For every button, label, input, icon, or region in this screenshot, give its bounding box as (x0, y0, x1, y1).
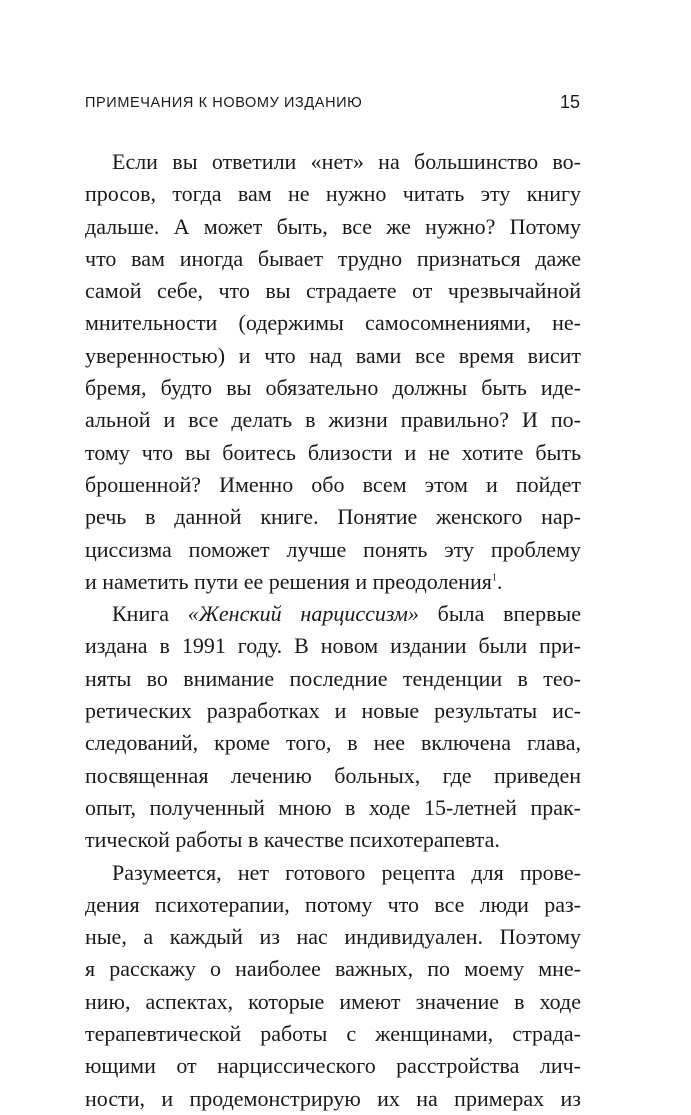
text-line: альной и все делать в жизни правильно? И по- (85, 407, 581, 433)
page-number: 15 (559, 92, 580, 112)
text-line: ности, и продемонстрирую их на примерах из (85, 1085, 581, 1111)
footnote-reference[interactable]: 1 (491, 572, 497, 584)
text-line: речь в данной книге. Понятие женского нар- (85, 504, 581, 530)
text-line: посвященная лечению больных, где приведен (85, 762, 581, 788)
text-line: нию, аспектах, которые имеют значение в ходе (85, 988, 581, 1014)
text-line: дальше. А может быть, все же нужно? Потому (85, 213, 581, 239)
text-line: следований, кроме того, в нее включена глава, (85, 730, 581, 756)
text-line (85, 598, 581, 630)
text-line: брошенной? Именно обо всем этом и пойдет (85, 471, 581, 497)
text-line: издана в 1991 году. В новом издании были при- (85, 633, 581, 659)
text-line (85, 566, 581, 598)
book-title: «Женский нарциссизм» (187, 601, 419, 627)
text-line: самой себе, что вы страдаете от чрезвычайной (85, 278, 581, 304)
running-title: ПРИМЕЧАНИЯ К НОВОМУ ИЗДАНИЮ (85, 95, 363, 111)
text-line: просов, тогда вам не нужно читать эту книгу (85, 181, 581, 207)
text-line: мнительности (одержимы самосомнениями, не- (85, 310, 581, 336)
text-line: что вам иногда бывает трудно признаться даже (85, 245, 581, 271)
text-line: ющими от нарциссического расстройства лич- (85, 1053, 581, 1079)
text-line: бремя, будто вы обязательно должны быть иде- (85, 375, 581, 401)
text-line: я расскажу о наиболее важных, по моему мне- (85, 956, 581, 982)
text-line: ретических разработках и новые результаты ис- (85, 698, 581, 724)
text-fragment: и наметить пути ее решения и преодоления (85, 568, 492, 594)
text-line: уверенностью) и что над вами все время висит (85, 342, 581, 368)
text-line: Разумеется, нет готового рецепта для прове- (112, 859, 581, 885)
text-fragment: . (496, 568, 503, 594)
text-line: ные, а каждый из нас индивидуален. Поэтому (85, 924, 581, 950)
text-fragment: Книга (112, 601, 188, 627)
text-line: тической работы в качестве психотерапевта. (85, 827, 500, 853)
text-line: циссизма поможет лучше понять эту проблему (85, 536, 581, 562)
body-text (85, 146, 581, 1115)
text-line: тому что вы боитесь близости и не хотите быть (85, 439, 581, 465)
text-line: терапевтической работы с женщинами, страда- (85, 1021, 581, 1047)
text-line: няты во внимание последние тенденции в тео- (85, 665, 581, 691)
text-line: Если вы ответили «нет» на большинство во- (112, 149, 581, 174)
text-line: опыт, полученный мною в ходе 15-летней прак- (85, 794, 581, 820)
text-line: дения психотерапии, потому что все люди раз- (85, 891, 581, 917)
text-fragment: была впервые (418, 601, 581, 627)
